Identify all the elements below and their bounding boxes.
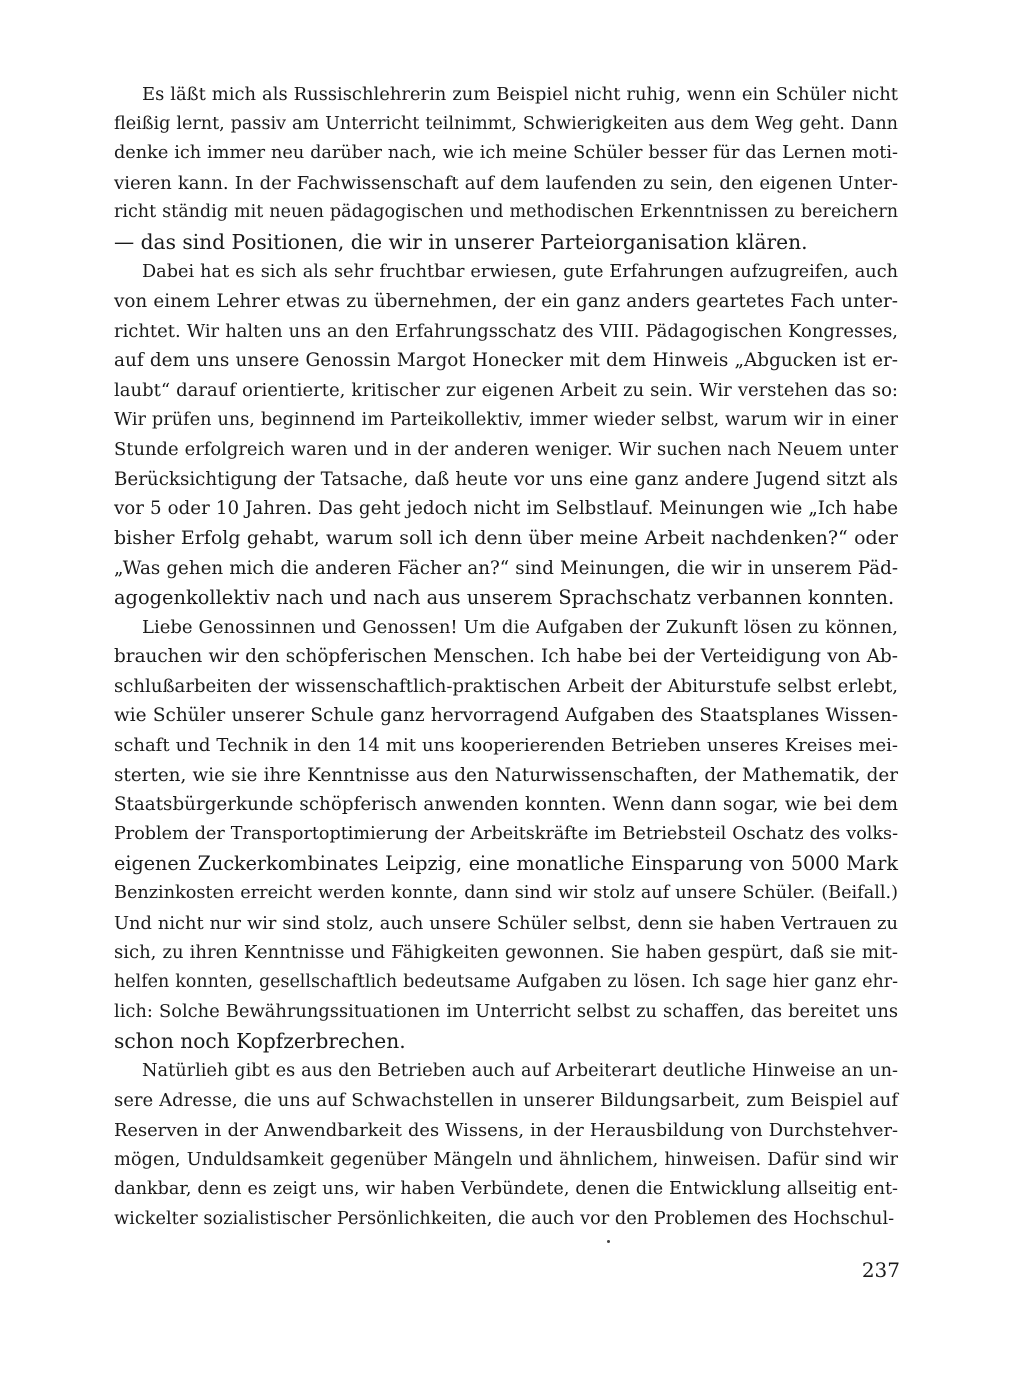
text-line: wickelter sozialistischer Persönlichkeiten, die auch vor den Problemen des Hochschul- [114, 1208, 895, 1229]
text-line: Staatsbürgerkunde schöpferisch anwenden konnten. Wenn dann sogar, wie bei dem [114, 794, 898, 816]
stray-ink-mark [607, 1240, 610, 1243]
text-line: wie Schüler unserer Schule ganz hervorragend Aufgaben des Staatsplanes Wissen- [114, 705, 898, 727]
text-line: sere Adresse, die uns auf Schwachstellen in unserer Bildungsarbeit, zum Beispiel auf [114, 1090, 898, 1112]
text-line: bisher Erfolg gehabt, warum soll ich denn über meine Arbeit nachdenken?“ oder [114, 526, 898, 549]
text-line: von einem Lehrer etwas zu übernehmen, der ein ganz anders geartetes Fach unter- [114, 291, 898, 313]
text-line: laubt“ darauf orientierte, kritischer zur eigenen Arbeit zu sein. Wir verstehen das so: [114, 379, 898, 401]
text-line: mögen, Unduldsamkeit gegenüber Mängeln und ähnlichem, hinweisen. Dafür sind wir [114, 1149, 898, 1171]
text-line: vieren kann. In der Fachwissenschaft auf dem laufenden zu sein, den eigenen Unter- [114, 172, 898, 194]
text-line: auf dem uns unsere Genossin Margot Honecker mit dem Hinweis „Abgucken ist er- [114, 350, 898, 372]
text-line: Dabei hat es sich als sehr fruchtbar erwiesen, gute Erfahrungen aufzugreifen, auch [142, 261, 898, 282]
text-line: Berücksichtigung der Tatsache, daß heute vor uns eine ganz andere Jugend sitzt als [114, 468, 898, 490]
paragraph [114, 80, 898, 258]
text-line: Stunde erfolgreich waren und in der anderen weniger. Wir suchen nach Neuem unter [114, 439, 898, 461]
text-line: Liebe Genossinnen und Genossen! Um die Aufgaben der Zukunft lösen zu können, [142, 616, 898, 638]
body-text [114, 80, 898, 1234]
text-line: schon noch Kopfzerbrechen. [114, 1029, 406, 1053]
page-number: 237 [861, 1258, 900, 1282]
text-line: richtet. Wir halten uns an den Erfahrungsschatz des VIII. Pädagogischen Kongresses, [114, 320, 898, 342]
text-line: sich, zu ihren Kenntnisse und Fähigkeiten gewonnen. Sie haben gespürt, daß sie mit- [114, 942, 898, 964]
text-line: lich: Solche Bewährungssituationen im Unterricht selbst zu schaffen, das bereitet uns [114, 1001, 898, 1023]
text-line: schaft und Technik in den 14 mit uns kooperierenden Betrieben unseres Kreises mei- [114, 735, 898, 757]
text-line: vor 5 oder 10 Jahren. Das geht jedoch nicht im Selbstlauf. Meinungen wie „Ich habe [114, 498, 898, 520]
text-line: eigenen Zuckerkombinates Leipzig, eine monatliche Einsparung von 5000 Mark [114, 852, 898, 876]
text-line: „Was gehen mich die anderen Fächer an?“ sind Meinungen, die wir in unserem Päd- [114, 557, 898, 579]
text-line: Wir prüfen uns, beginnend im Parteikollektiv, immer wieder selbst, warum wir in einer [114, 409, 898, 430]
text-line: dankbar, denn es zeigt uns, wir haben Verbündete, denen die Entwicklung allseitig ent- [114, 1178, 898, 1199]
text-line: Und nicht nur wir sind stolz, auch unsere Schüler selbst, denn sie haben Vertrauen zu [114, 912, 898, 934]
text-line: Reserven in der Anwendbarkeit des Wissens, in der Herausbildung von Durchstehver- [114, 1119, 898, 1141]
text-line: denke ich immer neu darüber nach, wie ich meine Schüler besser für das Lernen moti- [114, 143, 898, 164]
text-line: helfen konnten, gesellschaftlich bedeutsame Aufgaben zu lösen. Ich sage hier ganz ehr- [114, 971, 898, 992]
paragraph [114, 258, 898, 613]
text-line: Es läßt mich als Russischlehrerin zum Beispiel nicht ruhig, wenn ein Schüler nicht [142, 84, 898, 105]
text-line: brauchen wir den schöpferischen Menschen. Ich habe bei der Verteidigung von Ab- [114, 646, 898, 668]
text-line: — das sind Positionen, die wir in unserer Parteiorganisation klären. [114, 229, 808, 254]
text-line: Benzinkosten erreicht werden konnte, dann sind wir stolz auf unsere Schüler. (Beifall.) [114, 883, 898, 904]
text-line: Problem der Transportoptimierung der Arbeitskräfte im Betriebsteil Oschatz des volks- [114, 823, 898, 844]
text-line: fleißig lernt, passiv am Unterricht teilnimmt, Schwierigkeiten aus dem Weg geht. Dann [114, 113, 898, 134]
text-line: agogenkollektiv nach und nach aus unserem Sprachschatz verbannen konnten. [114, 586, 895, 610]
text-line: sterten, wie sie ihre Kenntnisse aus den Naturwissenschaften, der Mathematik, der [114, 764, 898, 786]
text-line: richt ständig mit neuen pädagogischen und methodischen Erkenntnissen zu bereichern [114, 202, 898, 223]
paragraph [114, 1057, 898, 1235]
paragraph [114, 613, 898, 1057]
text-line: schlußarbeiten der wissenschaftlich-praktischen Arbeit der Abiturstufe selbst erlebt, [114, 675, 898, 697]
text-line: Natürlieh gibt es aus den Betrieben auch auf Arbeiterart deutliche Hinweise an un- [142, 1060, 898, 1081]
